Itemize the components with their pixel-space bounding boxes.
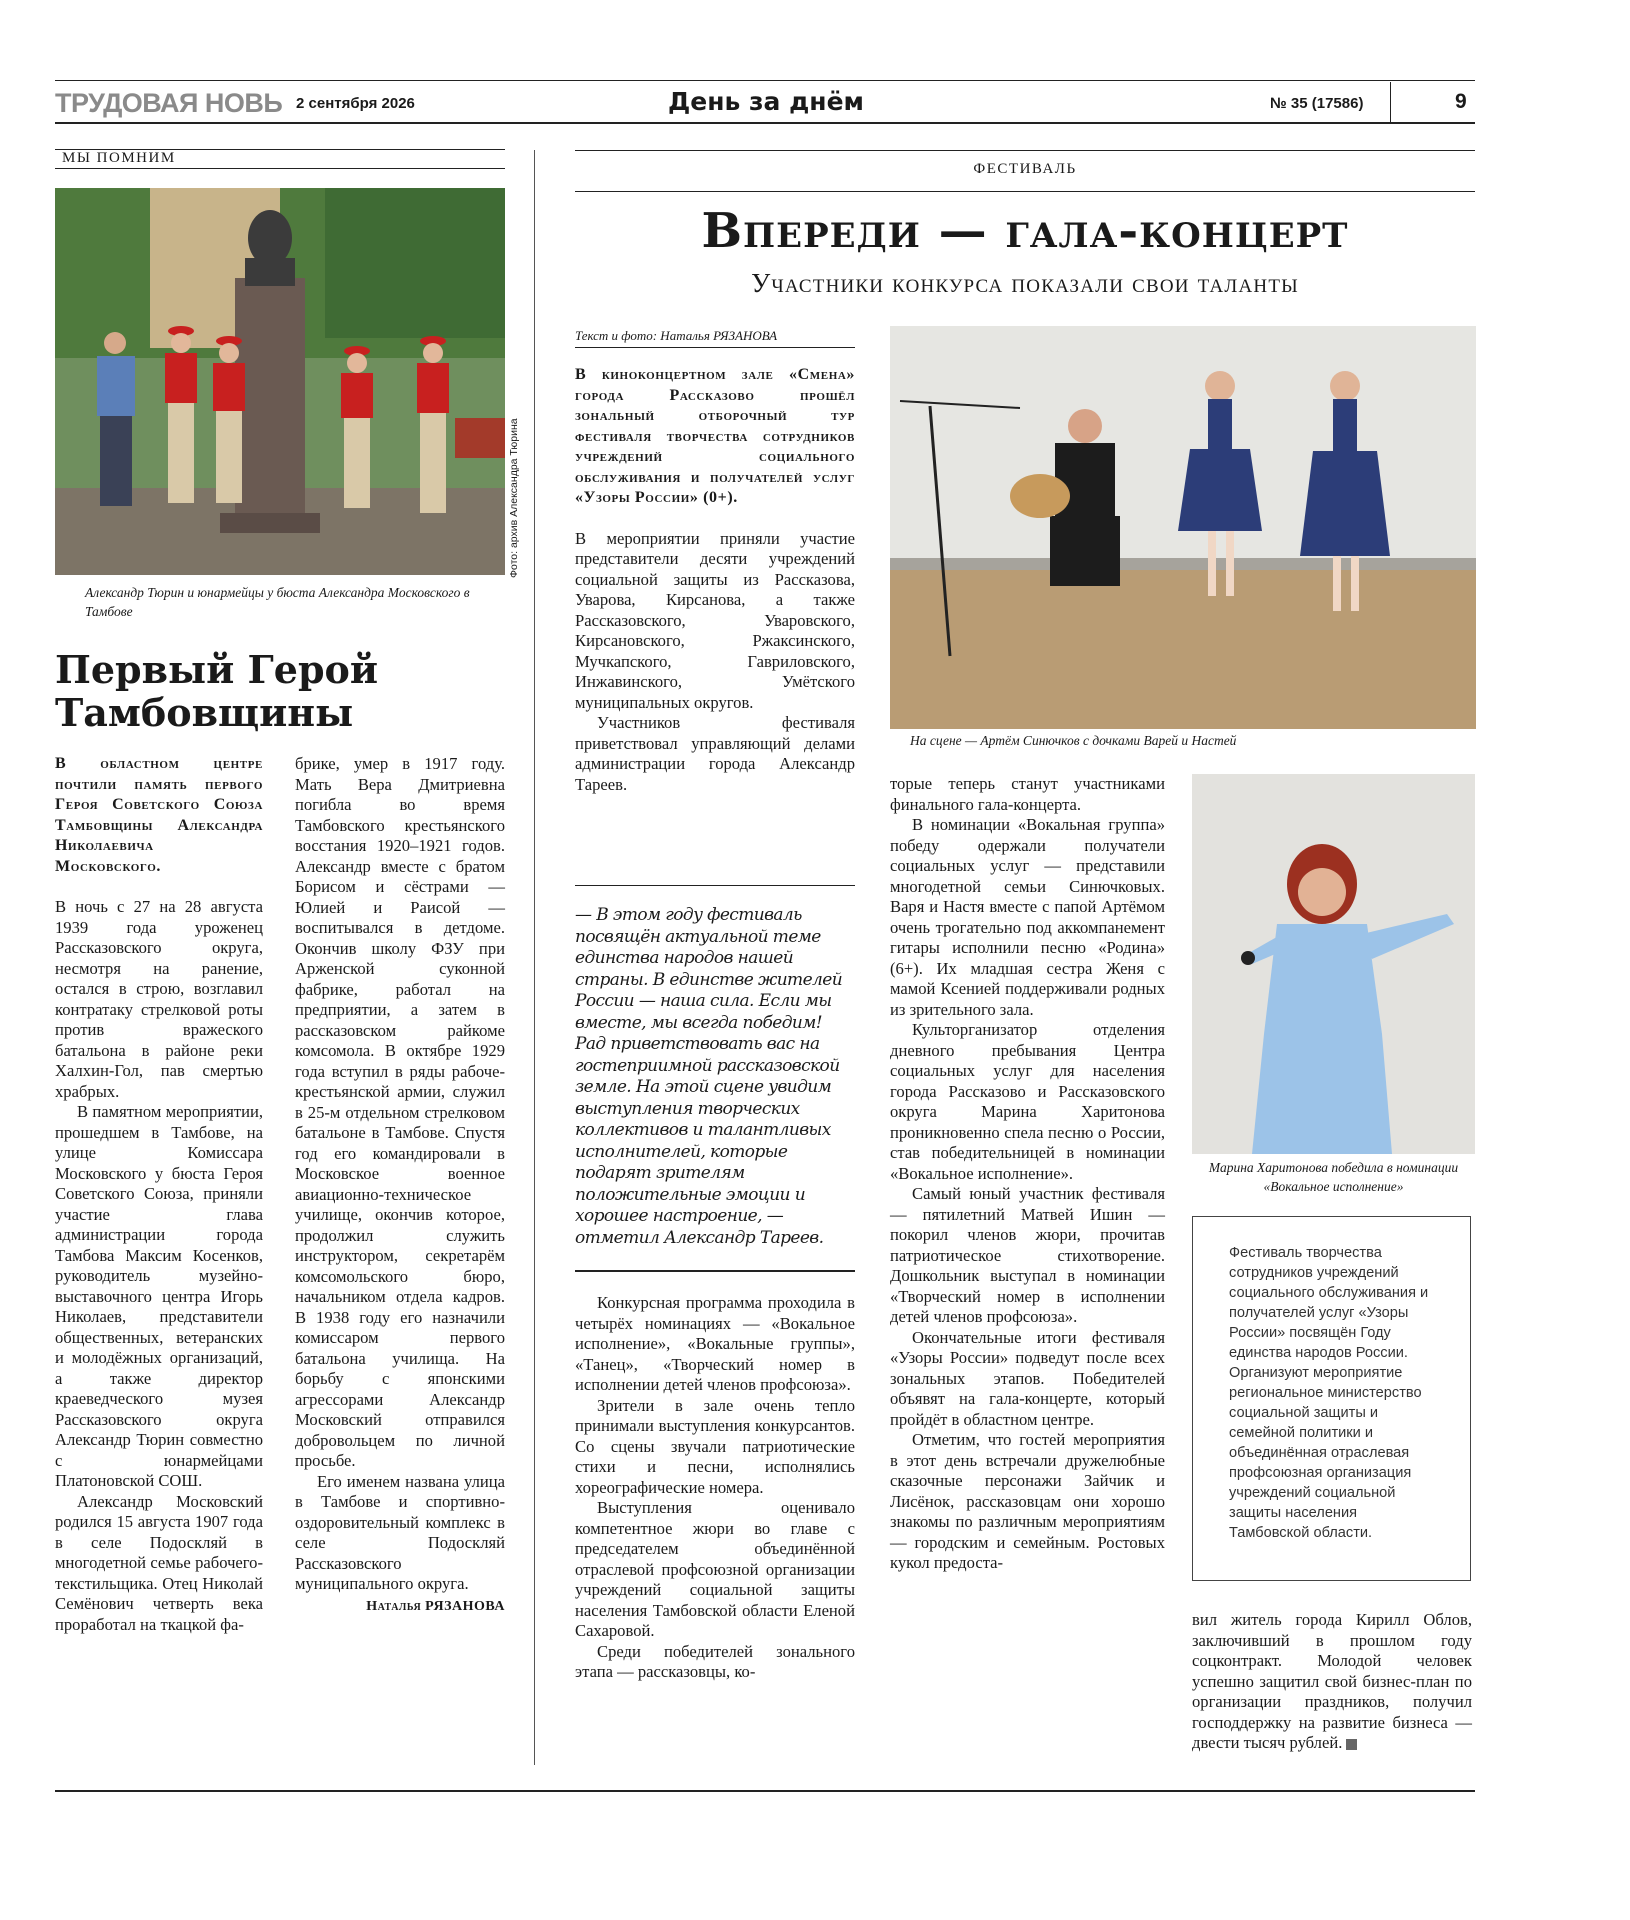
- photo-credit: Фото: архив Александра Тюрина: [508, 418, 520, 578]
- rubric-label: МЫ ПОМНИМ: [62, 150, 176, 166]
- paragraph: В памятном мероприятии, прошедшем в Тамбове, на улице Комиссара Московского у бюста Героя Советского Союза, приняли участие глава администрации города Тамбова Максим Косенков, руководитель музейно-выставочного центра Игорь Николаев, представители общественных, ветеранских и молодёжных организаций, а также директор краеведческого музея Рассказовского округа Александр Тюрин совместно с юнармейцами Платоновской СОШ.: [55, 1102, 263, 1490]
- paragraph: Его именем названа улица в Тамбове и спортивно-оздоровительный комплекс в селе Подоскляй Рассказовского муниципального округа.: [295, 1471, 505, 1593]
- paragraph: Александр Московский родился 15 августа 1907 года в селе Подоскляй в многодетной семье рабочего-текстильщика. Отец Николай Семёнович четверть века проработал на ткацкой фа-: [55, 1491, 263, 1634]
- article-title: Первый Герой Тамбовщины: [55, 647, 379, 735]
- paragraph: В номинации «Вокальная группа» победу одержали получатели социальных услуг — представили многодетной семьи Синючковых. Варя и Настя вместе с папой Артёмом очень трогательно под аккомпанемент гитары исполнили песню «Родина» (6+). Их младшая сестра Женя с мамой Ксенией поддерживали родных из зрительного зала.: [890, 815, 1165, 1019]
- paragraph: торые теперь станут участниками финального гала-концерта.: [890, 774, 1165, 814]
- newspaper-name: ТРУДОВАЯ НОВЬ: [55, 88, 283, 118]
- main-column-a-bottom: [575, 1293, 855, 1683]
- left-column-2: [295, 754, 505, 1617]
- author-signature: Наталья РЯЗАНОВА: [366, 1598, 505, 1614]
- paragraph: В мероприятии приняли участие представители десяти учреждений социальной защиты из Рассказова, Уварова, Кирсанова, а также Рассказовского, Уваровского, Кирсановского, Ржаксинского, Мучкапского, Гавриловского, Инжавинского, Умётского муниципальных округов.: [575, 528, 855, 712]
- main-column-c: [1192, 1610, 1472, 1754]
- article-title: Впереди — гала-концерт: [701, 203, 1349, 259]
- paragraph: Среди победителей зонального этапа — рассказовцы, ко-: [575, 1641, 855, 1681]
- paragraph: Отметим, что гостей мероприятия в этот день встречали дружелюбные сказочные персонажи Зайчик и Лисёнок, рассказовцам они хорошо знакомы по различным мероприятиям — городским и семейным. Ростовых кукол предоста-: [890, 1430, 1165, 1572]
- paragraph: брике, умер в 1917 году. Мать Вера Дмитриевна погибла во время Тамбовского крестьянского восстания 1920–1921 годов. Александр вместе с братом Борисом и сёстрами — Юлией и Раисой — воспитывался в детдоме. Окончив школу ФЗУ при Арженской суконной фабрике, работал на предприятии, а затем в рассказовском райкоме комсомола. В октябре 1929 года вступил в ряды рабоче-крестьянской армии, служил в 25-м отдельном стрелковом батальоне в Тамбове. Спустя год его командировали в Московское военное авиационно-техническое училище, окончив которое, продолжил служить инструктором, секретарём комсомольского бюро, начальником отдела кадров. В 1938 году его назначили комиссаром первого батальона училища. На борьбу с японскими агрессорами Александр Московский отправился добровольцем по личной просьбе.: [295, 754, 505, 1470]
- paragraph: Зрители в зале очень тепло принимали выступления конкурсантов. Со сцены звучали патриотические стихи и песни, исполнялись хореографические номера.: [575, 1395, 855, 1497]
- paragraph: Культорганизатор отделения дневного пребывания Центра социальных услуг для населения города Рассказово и Рассказовского округа Марина Харитонова проникновенно спела песню о России, став победительницей в номинации «Вокальное исполнение».: [890, 1020, 1165, 1183]
- info-box-text: Фестиваль творчества сотрудников учреждений социального обслуживания и получателей услуг «Узоры России» посвящён Году единства народов России. Организуют мероприятие региональное министерство социальной защиты и семейной политики и объединённая отраслевая профсоюзная организация учреждений социальной защиты населения Тамбовской области.: [1229, 1245, 1429, 1541]
- paragraph: В ночь с 27 на 28 августа 1939 года уроженец Рассказовского округа, несмотря на ранение, остался в строю, возглавил контратаку стрелковой роты против вражеского батальона в районе реки Халхин-Гол, пав смертью храбрых.: [55, 897, 263, 1101]
- stage-photo: [890, 326, 1476, 729]
- end-mark-icon: [1346, 1739, 1357, 1750]
- article-lead: В киноконцертном зале «Смена» города Рассказово прошёл зональный отборочный тур фестиваля творчества сотрудников учреждений социального обслуживания и получателей услуг «Узоры России» (0+).: [575, 366, 855, 506]
- pull-quote: — В этом году фестиваль посвящён актуальной теме единства народов нашей страны. В единстве жителей России — наша сила. Если мы вместе, мы всегда победим! Рад приветствовать вас на гостеприимной рассказовской земле. На этой сцене увидим выступления творческих коллективов и талантливых исполнителей, которые подарят зрителям положительные эмоции и хорошее настроение, — отметил Александр Тареев.: [575, 905, 843, 1248]
- article-lead: В областном центре почтили память первого Героя Советского Союза Тамбовщины Александра Николаевича Московского.: [55, 755, 263, 875]
- photo-caption: Марина Харитонова победила в номинации «Вокальное исполнение»: [1208, 1160, 1459, 1194]
- photo-caption: Александр Тюрин и юнармейцы у бюста Александра Московского в Тамбове: [85, 585, 470, 619]
- issue-number: № 35 (17586): [1270, 95, 1364, 112]
- man-figure: [97, 332, 135, 506]
- paragraph: Участников фестиваля приветствовал управляющий делами администрации города Александр Тареев.: [575, 713, 855, 794]
- singer-photo: [1192, 774, 1475, 1154]
- paragraph: Конкурсная программа проходила в четырёх номинациях — «Вокальное исполнение», «Вокальные группы», «Танец», «Творческий номер в исполнении детей членов профсоюза».: [575, 1293, 855, 1394]
- article-subtitle: Участники конкурса показали свои таланты: [751, 268, 1299, 298]
- paragraph: вил житель города Кирилл Облов, заключивший в прошлом году соцконтракт. Молодой человек успешно защитил свой бизнес-план по организации праздников, получил господдержку на развитие бизнеса — двести тысяч рублей.: [1192, 1610, 1472, 1752]
- rubric-label: ФЕСТИВАЛЬ: [973, 161, 1077, 177]
- main-column-b: [890, 774, 1165, 1574]
- photo-caption: На сцене — Артём Синючков с дочками Варей и Настей: [910, 733, 1237, 748]
- paragraph: Окончательные итоги фестиваля «Узоры России» подведут после всех зональных этапов. Победителей объявят на гала-концерте, который пройдёт в областном центре.: [890, 1327, 1165, 1429]
- paragraph: Выступления оценивало компетентное жюри во главе с председателем объединённой отраслевой профсоюзной организации учреждений социальной защиты населения Тамбовской области Еленой Сахаровой.: [575, 1498, 855, 1640]
- left-column-1: [55, 754, 263, 1635]
- byline: Текст и фото: Наталья РЯЗАНОВА: [575, 328, 778, 343]
- main-column-a-top: [575, 365, 855, 795]
- page-number: 9: [1455, 90, 1467, 113]
- paragraph: Самый юный участник фестиваля — пятилетний Матвей Ишин — покорил членов жюри, прочитав патриотическое стихотворение. Дошкольник выступал в номинации «Творческий номер в исполнении детей членов профсоюза».: [890, 1184, 1165, 1326]
- section-title: День за днём: [668, 87, 864, 116]
- info-box: [1192, 1216, 1471, 1581]
- issue-date: 2 сентября 2026: [296, 95, 415, 112]
- memorial-photo: [55, 188, 505, 575]
